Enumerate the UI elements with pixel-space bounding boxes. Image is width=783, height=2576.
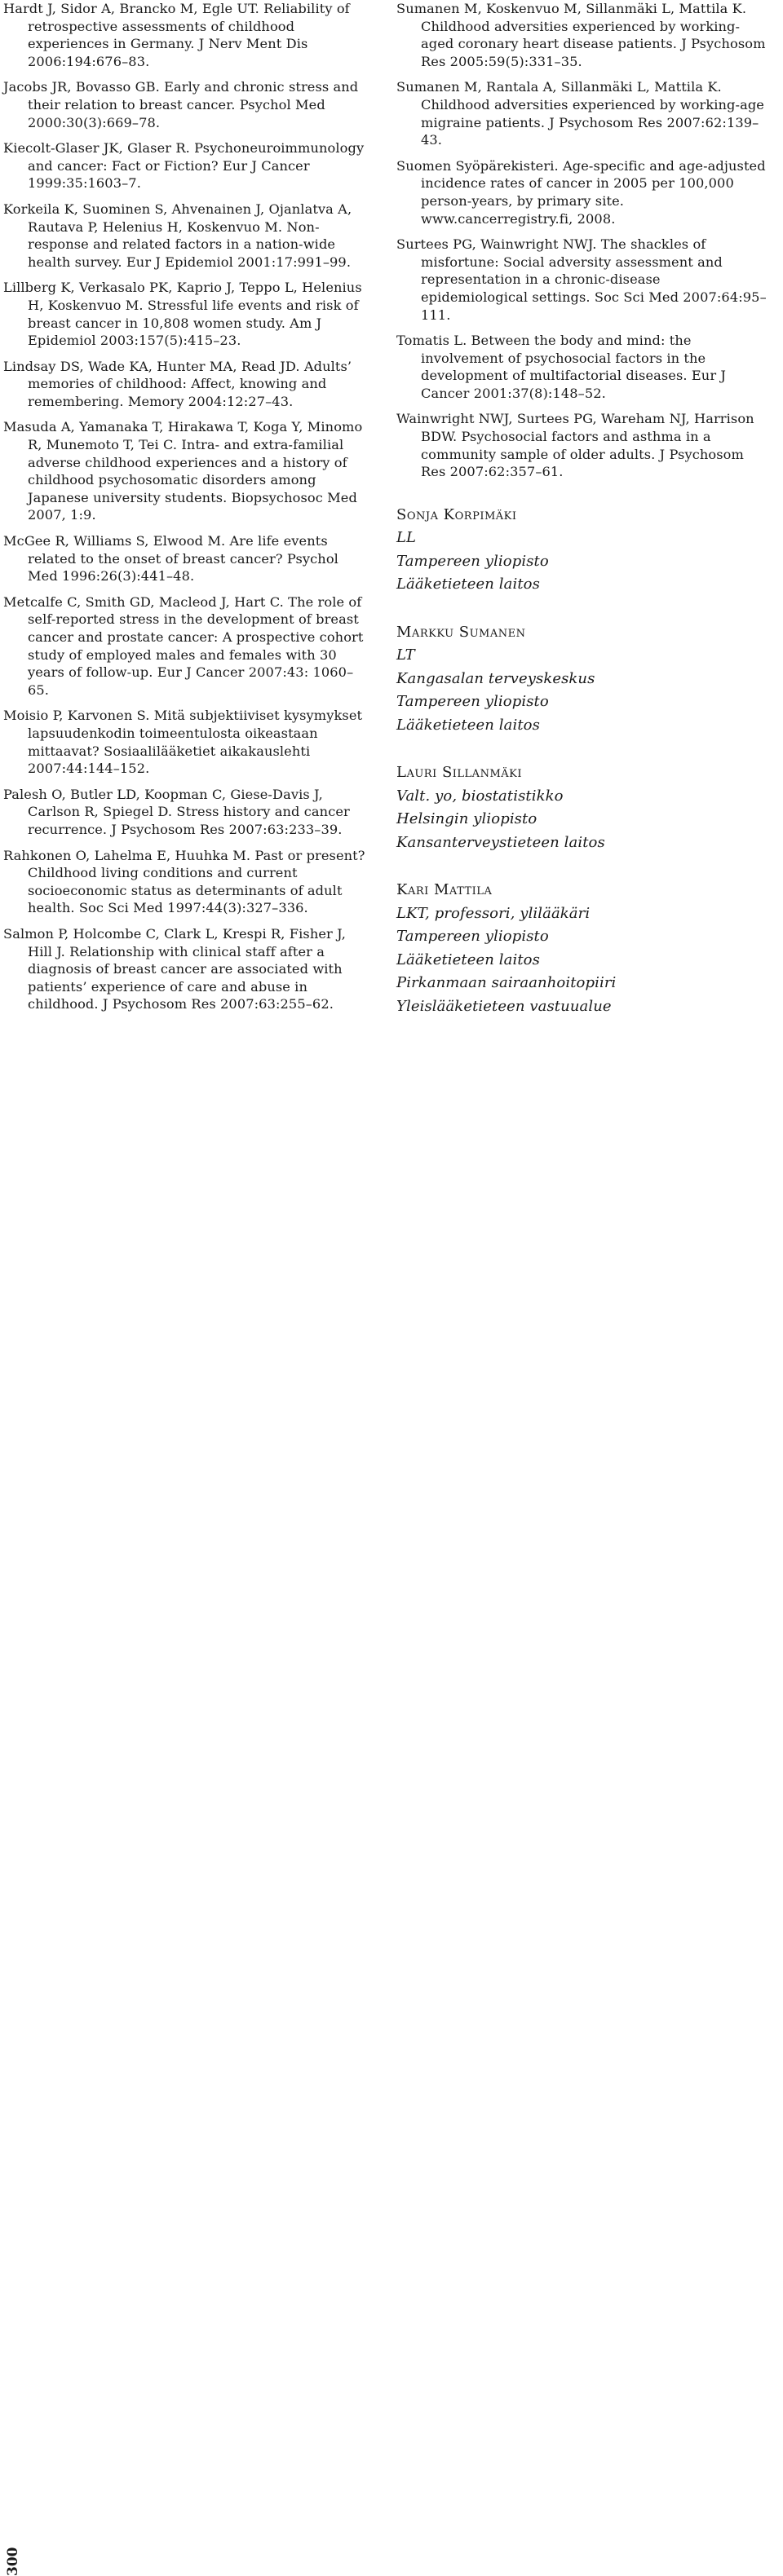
reference-entry: Moisio P, Karvonen S. Mitä subjektiiviset kysymykset lapsuudenkodin toimeentulosta oikeastaan mittaavat? Sosiaalilääketiet aikakauslehti 2007:44:144–152. xyxy=(3,708,363,777)
author-affiliations xyxy=(396,504,772,1019)
author-block xyxy=(396,761,772,854)
reference-entry: Wainwright NWJ, Surtees PG, Wareham NJ, Harrison BDW. Psychosocial factors and asthma in a community sample of older adults. J Psychosom Res 2007:62:357–61. xyxy=(396,411,754,480)
reference-entry: Metcalfe C, Smith GD, Macleod J, Hart C. The role of self-reported stress in the development of breast cancer and prostate cancer: A prospective cohort study of employed males and females with 30 years of follow-up. Eur J Cancer 2007:43: 1060–65. xyxy=(3,593,364,698)
author-affiliation-line: Valt. yo, biostatistikko xyxy=(396,787,564,805)
reference-entry: Hardt J, Sidor A, Brancko M, Egle UT. Reliability of retrospective assessments of childhood experiences in Germany. J Nerv Ment Dis 2006:194:676–83. xyxy=(3,1,350,69)
reference-entry: Tomatis L. Between the body and mind: the involvement of psychosocial factors in the development of multifactorial diseases. Eur J Cancer 2001:37(8):148–52. xyxy=(396,333,726,401)
author-affiliation-line: Kansanterveystieteen laitos xyxy=(396,833,605,851)
reference-entry: Rahkonen O, Lahelma E, Huuhka M. Past or present? Childhood living conditions and current socioeconomic status as determinants of adult health. Soc Sci Med 1997:44(3):327–336. xyxy=(3,847,365,916)
page-number-box xyxy=(0,1272,24,2576)
author-block xyxy=(396,621,772,738)
author-name: Markku Sumanen xyxy=(396,623,526,641)
reference-entry: Salmon P, Holcombe C, Clark L, Krespi R, Fisher J, Hill J. Relationship with clinical staff after a diagnosis of breast cancer are associated with patients’ experience of care and abuse in childhood. J Psychosom Res 2007:63:255–62. xyxy=(3,925,346,1012)
reference-entry: Kiecolt-Glaser JK, Glaser R. Psychoneuroimmunology and cancer: Fact or Fiction? Eur J Cancer 1999:35:1603–7. xyxy=(3,140,365,192)
author-name: Kari Mattila xyxy=(396,881,493,899)
author-affiliation-line: Tampereen yliopisto xyxy=(396,552,549,570)
author-affiliation-line: Lääketieteen laitos xyxy=(396,716,540,734)
author-affiliation-line: LKT, professori, ylilääkäri xyxy=(396,904,591,922)
references-right-list xyxy=(396,0,772,481)
author-affiliation-line: Helsingin yliopisto xyxy=(396,810,537,828)
author-affiliation-line: Pirkanmaan sairaanhoitopiiri xyxy=(396,974,617,992)
reference-entry: Korkeila K, Suominen S, Ahvenainen J, Ojanlatva A, Rautava P, Helenius H, Koskenvuo M. Non-response and related factors in a nation-wide health survey. Eur J Epidemiol 2001:17:991–99. xyxy=(3,201,352,270)
references-left-column xyxy=(3,0,370,1021)
author-name: Sonja Korpimäki xyxy=(396,505,517,523)
author-block xyxy=(396,879,772,1018)
reference-entry: Palesh O, Butler LD, Koopman C, Giese-Davis J, Carlson R, Spiegel D. Stress history and cancer recurrence. J Psychosom Res 2007:63:233–39. xyxy=(3,786,350,837)
reference-entry: Masuda A, Yamanaka T, Hirakawa T, Koga Y, Minomo R, Munemoto T, Tei C. Intra- and extra-familial adverse childhood experiences and a history of childhood psychosomatic disorders among Japanese university students. Biopsychosoc Med 2007, 1:9. xyxy=(3,419,363,523)
page-number: 300 xyxy=(5,2547,21,2576)
right-column xyxy=(396,0,772,1043)
reference-entry: Surtees PG, Wainwright NWJ. The shackles of misfortune: Social adversity assessment and representation in a chronic-disease epidemiological settings. Soc Sci Med 2007:64:95–111. xyxy=(396,236,767,323)
reference-entry: Suomen Syöpärekisteri. Age-specific and age-adjusted incidence rates of cancer in 2005 per 100,000 person-years, by primary site. www.cancerregistry.fi, 2008. xyxy=(396,157,766,227)
author-affiliation-line: Tampereen yliopisto xyxy=(396,928,549,946)
author-affiliation-line: Lääketieteen laitos xyxy=(396,951,540,968)
author-affiliation-line: Yleislääketieteen vastuualue xyxy=(396,997,612,1015)
author-affiliation-line: Tampereen yliopisto xyxy=(396,693,549,711)
author-affiliation-line: LL xyxy=(396,529,417,547)
reference-entry: Sumanen M, Koskenvuo M, Sillanmäki L, Mattila K. Childhood adversities experienced by working-aged coronary heart disease patients. J Psychosom Res 2005:59(5):331–35. xyxy=(396,1,766,69)
reference-entry: Lindsay DS, Wade KA, Hunter MA, Read JD. Adults’ memories of childhood: Affect, knowing and remembering. Memory 2004:12:27–43. xyxy=(3,358,352,409)
author-name: Lauri Sillanmäki xyxy=(396,764,522,782)
reference-entry: Lillberg K, Verkasalo PK, Kaprio J, Teppo L, Helenius H, Koskenvuo M. Stressful life events and risk of breast cancer in 10,808 women study. Am J Epidemiol 2003:157(5):415–23. xyxy=(3,280,362,349)
author-affiliation-line: LT xyxy=(396,646,415,664)
reference-entry: McGee R, Williams S, Elwood M. Are life events related to the onset of breast cancer? Psychol Med 1996:26(3):441–48. xyxy=(3,533,338,584)
reference-entry: Jacobs JR, Bovasso GB. Early and chronic stress and their relation to breast cancer. Psychol Med 2000:30(3):669–78. xyxy=(3,79,359,130)
reference-entry: Sumanen M, Rantala A, Sillanmäki L, Mattila K. Childhood adversities experienced by working-age migraine patients. J Psychosom Res 2007:62:139–43. xyxy=(396,79,764,148)
author-affiliation-line: Lääketieteen laitos xyxy=(396,576,540,593)
author-block xyxy=(396,504,772,597)
author-affiliation-line: Kangasalan terveyskeskus xyxy=(396,669,595,687)
